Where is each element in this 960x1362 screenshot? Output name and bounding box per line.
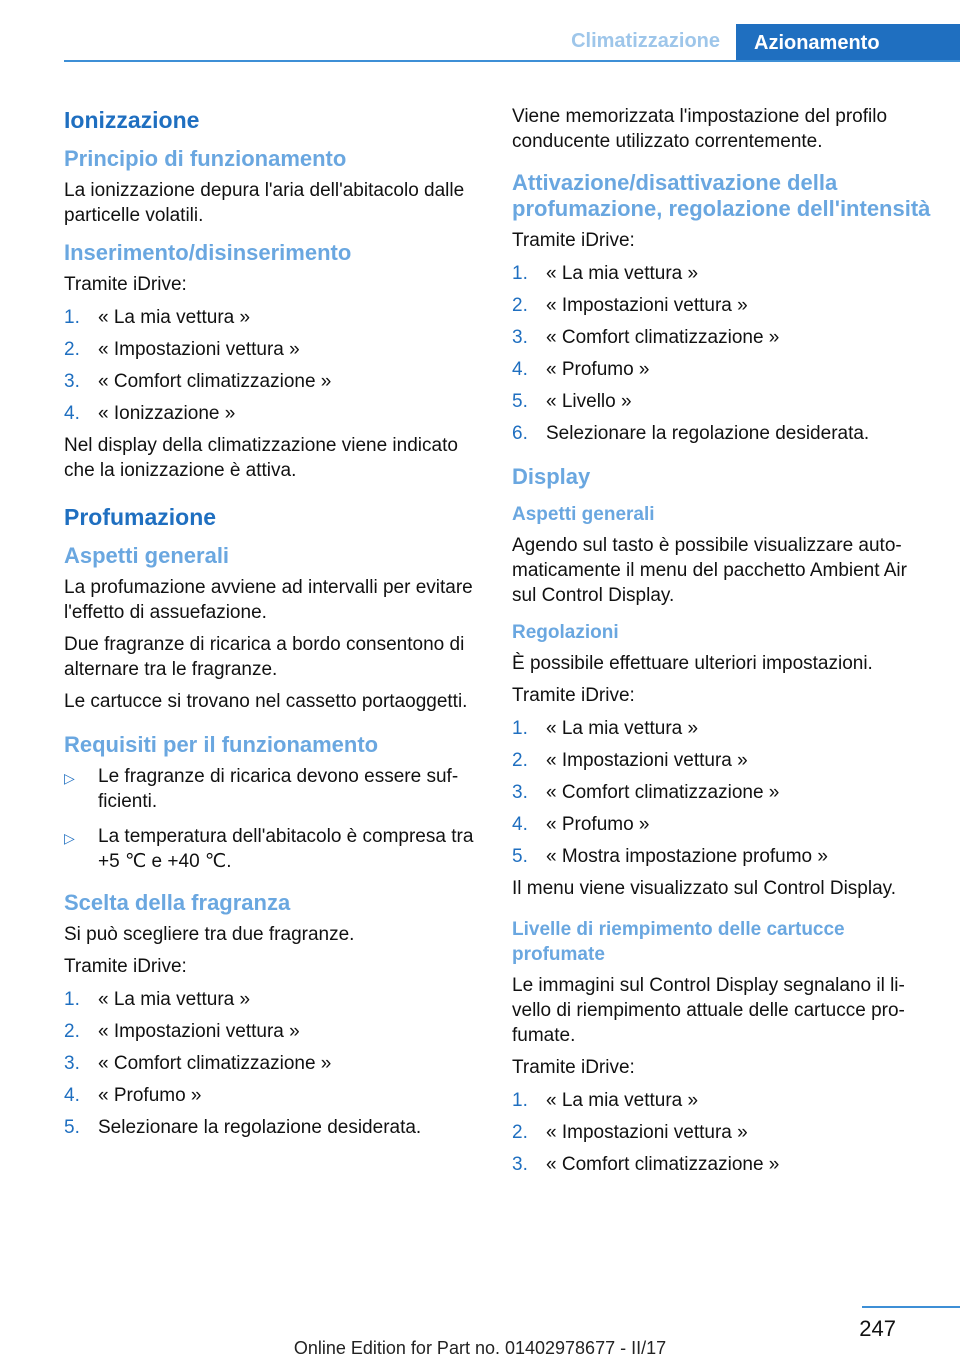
list-item (64, 305, 484, 330)
via-idrive-text: Tramite iDrive: (64, 956, 187, 977)
step-text: « Impostazioni vettura » (546, 295, 748, 316)
step-text: « Profumo » (546, 814, 650, 835)
step-number: 3. (512, 1154, 528, 1175)
via-idrive-text: Tramite iDrive: (512, 1057, 635, 1078)
choose-heading: Scelta della fragranza (64, 890, 291, 915)
step-text: « Profumo » (98, 1085, 202, 1106)
perfume-paragraph-2: Due fragranze di ricarica a bordo consentono di alternare tra le fragranze. (64, 634, 465, 680)
step-number: 1. (512, 263, 528, 284)
list-item (512, 421, 932, 446)
step-number: 4. (512, 359, 528, 380)
header-divider (64, 60, 960, 62)
list-item (64, 369, 484, 394)
list-item (512, 1152, 932, 1177)
list-item (512, 325, 932, 350)
step-number: 5. (512, 846, 528, 867)
requirements-list (64, 764, 484, 874)
ionization-steps (64, 305, 484, 426)
requirements-heading: Requisiti per il funzionamento (64, 732, 379, 757)
activation-steps (512, 261, 932, 446)
list-item (64, 1083, 484, 1108)
settings-steps (512, 716, 932, 869)
choose-text: Si può scegliere tra due fragranze. (64, 924, 355, 945)
triangle-bullet-icon: ▷ (64, 770, 75, 786)
display-general-heading: Aspetti generali (512, 504, 655, 525)
step-number: 5. (512, 391, 528, 412)
step-number: 6. (512, 423, 528, 444)
list-item (512, 293, 932, 318)
step-text: « Comfort climatizzazione » (546, 1154, 780, 1175)
step-number: 4. (512, 814, 528, 835)
step-number: 1. (512, 1090, 528, 1111)
list-item (512, 1120, 932, 1145)
list-item (64, 337, 484, 362)
via-idrive-text: Tramite iDrive: (64, 274, 187, 295)
step-number: 2. (512, 295, 528, 316)
step-text: Selezionare la regolazione desiderata. (546, 423, 870, 444)
list-item (512, 261, 932, 286)
step-text: « La mia vettura » (98, 307, 251, 328)
step-text: « Livello » (546, 391, 632, 412)
step-number: 4. (64, 1085, 80, 1106)
display-general-text: Agendo sul tasto è possibile visualizzare automaticamente il menu del pacchetto Ambient Air sul Control Display. (512, 535, 907, 606)
step-number: 5. (64, 1117, 80, 1138)
settings-text: È possibile effettuare ulteriori impostazioni. (512, 653, 873, 674)
bullet-text: La temperatura dell'abitacolo è compresa tra +5 ℃ e +40 ℃. (98, 826, 474, 872)
general-heading: Aspetti generali (64, 543, 230, 568)
list-item (64, 824, 484, 874)
section-breadcrumb: Climatizzazione (571, 30, 720, 52)
step-text: « La mia vettura » (546, 1090, 699, 1111)
step-number: 3. (64, 1053, 80, 1074)
list-item (64, 1115, 484, 1140)
step-text: « Comfort climatizzazione » (98, 371, 332, 392)
settings-heading: Regolazioni (512, 622, 619, 643)
perfume-title: Profumazione (64, 504, 217, 530)
step-number: 3. (64, 371, 80, 392)
step-text: « Impostazioni vettura » (546, 750, 748, 771)
step-text: « Impostazioni vettura » (98, 339, 300, 360)
step-number: 1. (64, 307, 80, 328)
list-item (64, 401, 484, 426)
activation-heading: Attivazione/disattivazione della profumazione, regolazione dell'intensità (512, 170, 931, 221)
left-column (64, 98, 484, 1147)
principle-text: La ionizzazione depura l'aria dell'abitacolo dalle particelle volatili. (64, 180, 465, 226)
levels-steps (512, 1088, 932, 1177)
step-text: « Impostazioni vettura » (546, 1122, 748, 1143)
active-section-tab: Azionamento (736, 24, 960, 62)
list-item (512, 844, 932, 869)
bullet-text: Le fragranze di ricarica devono essere sufficienti. (98, 766, 459, 812)
ionization-note: Nel display della climatizzazione viene indicato che la ionizzazione è attiva. (64, 435, 458, 481)
step-number: 3. (512, 327, 528, 348)
right-column (512, 98, 932, 1184)
step-number: 4. (64, 403, 80, 424)
step-number: 2. (64, 1021, 80, 1042)
via-idrive-text: Tramite iDrive: (512, 685, 635, 706)
page-number: 247 (859, 1316, 896, 1341)
principle-heading: Principio di funzionamento (64, 146, 347, 171)
levels-text: Le immagini sul Control Display segnalano il livello di riempimento attuale delle cartucce profumate. (512, 975, 905, 1046)
list-item (64, 1051, 484, 1076)
perfume-paragraph-3: Le cartucce si trovano nel cassetto portaoggetti. (64, 691, 468, 712)
list-item (64, 764, 484, 814)
list-item (512, 716, 932, 741)
levels-heading: Livelle di riempimento delle cartucce profumate (512, 919, 845, 965)
list-item (512, 357, 932, 382)
step-number: 1. (512, 718, 528, 739)
step-text: « Comfort climatizzazione » (546, 782, 780, 803)
display-heading: Display (512, 464, 591, 489)
step-text: « Mostra impostazione profumo » (546, 846, 828, 867)
list-item (64, 1019, 484, 1044)
step-text: « Comfort climatizzazione » (98, 1053, 332, 1074)
via-idrive-text: Tramite iDrive: (512, 230, 635, 251)
saved-note: Viene memorizzata l'impostazione del profilo conducente utilizzato correntemente. (512, 106, 888, 152)
step-number: 2. (512, 1122, 528, 1143)
list-item (512, 389, 932, 414)
perfume-paragraph-1: La profumazione avviene ad intervalli per evitare l'effetto di assuefazione. (64, 577, 473, 623)
perfume-steps (64, 987, 484, 1140)
step-number: 3. (512, 782, 528, 803)
edition-footer: Online Edition for Part no. 01402978677 - II/17 (293, 1338, 667, 1358)
onoff-heading: Inserimento/disinserimento (64, 240, 352, 265)
list-item (64, 987, 484, 1012)
step-number: 2. (512, 750, 528, 771)
page-number-divider (862, 1306, 960, 1308)
step-text: « La mia vettura » (98, 989, 251, 1010)
step-text: « Ionizzazione » (98, 403, 236, 424)
ionization-title: Ionizzazione (64, 107, 200, 133)
list-item (512, 1088, 932, 1113)
step-number: 2. (64, 339, 80, 360)
triangle-bullet-icon: ▷ (64, 830, 75, 846)
step-text: « La mia vettura » (546, 718, 699, 739)
step-text: « Comfort climatizzazione » (546, 327, 780, 348)
step-text: « La mia vettura » (546, 263, 699, 284)
step-number: 1. (64, 989, 80, 1010)
list-item (512, 748, 932, 773)
settings-note: Il menu viene visualizzato sul Control Display. (512, 878, 897, 899)
list-item (512, 780, 932, 805)
step-text: « Impostazioni vettura » (98, 1021, 300, 1042)
step-text: Selezionare la regolazione desiderata. (98, 1117, 422, 1138)
list-item (512, 812, 932, 837)
step-text: « Profumo » (546, 359, 650, 380)
